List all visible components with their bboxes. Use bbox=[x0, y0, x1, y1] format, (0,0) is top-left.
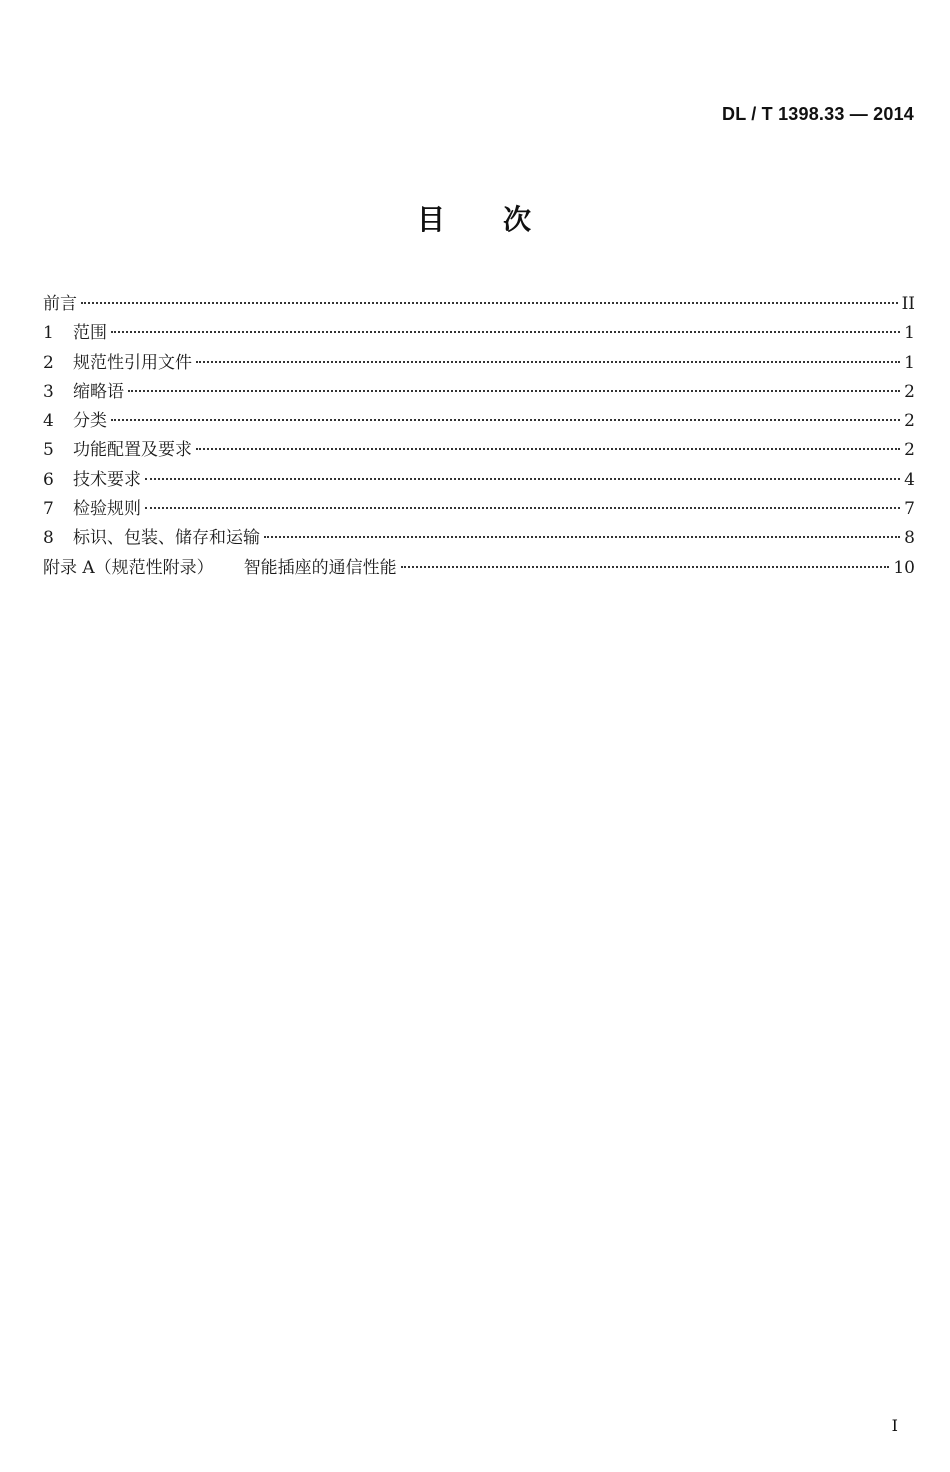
toc-leader-dots bbox=[196, 361, 900, 363]
toc-entry-page: 10 bbox=[893, 557, 915, 578]
toc-entry-number: 1 bbox=[43, 323, 54, 344]
toc-leader-dots bbox=[401, 566, 890, 568]
toc-entry-label: 范围 bbox=[73, 323, 107, 344]
toc-entry-page: 2 bbox=[904, 381, 915, 402]
toc-leader-dots bbox=[145, 507, 900, 509]
toc-entry-label: 功能配置及要求 bbox=[73, 440, 192, 461]
toc-entry-page: 2 bbox=[904, 440, 915, 461]
toc-leader-dots bbox=[128, 390, 900, 392]
toc-annex-label bbox=[43, 554, 397, 583]
toc-entry-number: 8 bbox=[43, 528, 54, 549]
toc-entry-label: 技术要求 bbox=[73, 469, 141, 490]
toc-entry-label: 规范性引用文件 bbox=[73, 352, 192, 373]
toc-entry-foreword[interactable] bbox=[43, 290, 915, 319]
toc-entry-label: 检验规则 bbox=[73, 499, 141, 520]
toc-entry-label: 缩略语 bbox=[73, 381, 124, 402]
toc-entry-8[interactable] bbox=[43, 524, 915, 553]
toc-entry-number: 7 bbox=[43, 499, 54, 520]
toc-entry-2[interactable] bbox=[43, 349, 915, 378]
toc-entry-6[interactable] bbox=[43, 466, 915, 495]
toc-entry-page: 7 bbox=[904, 499, 915, 520]
toc-leader-dots bbox=[264, 536, 900, 538]
toc-annex-title: 智能插座的通信性能 bbox=[243, 557, 397, 578]
toc-entry-page: 1 bbox=[904, 352, 915, 373]
toc-leader-dots bbox=[111, 419, 900, 421]
toc-entry-page: 2 bbox=[904, 411, 915, 432]
toc-entry-page: II bbox=[901, 294, 915, 314]
toc-entry-label: 标识、包装、储存和运输 bbox=[73, 528, 260, 549]
toc-entry-1[interactable] bbox=[43, 319, 915, 348]
toc-entry-4[interactable] bbox=[43, 407, 915, 436]
toc-entry-5[interactable] bbox=[43, 436, 915, 465]
page-title bbox=[0, 198, 950, 238]
toc-entry-label: 前言 bbox=[43, 294, 77, 314]
toc-entry-number: 6 bbox=[43, 469, 54, 490]
toc-entry-page: 8 bbox=[904, 528, 915, 549]
toc-leader-dots bbox=[196, 448, 900, 450]
table-of-contents bbox=[43, 290, 915, 583]
toc-entry-number: 4 bbox=[43, 411, 54, 432]
toc-leader-dots bbox=[111, 331, 900, 333]
toc-entry-annex-a[interactable] bbox=[43, 554, 915, 583]
page-number: I bbox=[891, 1416, 898, 1435]
toc-leader-dots bbox=[81, 302, 898, 304]
standard-code: DL / T 1398.33 — 2014 bbox=[722, 104, 914, 124]
toc-entry-number: 5 bbox=[43, 440, 54, 461]
toc-entry-number: 2 bbox=[43, 352, 54, 373]
toc-entry-3[interactable] bbox=[43, 378, 915, 407]
toc-entry-page: 1 bbox=[904, 323, 915, 344]
toc-annex-prefix: 附录 A（规范性附录） bbox=[43, 557, 214, 578]
toc-entry-7[interactable] bbox=[43, 495, 915, 524]
toc-entry-page: 4 bbox=[904, 469, 915, 490]
title-char-1: 目 bbox=[416, 203, 447, 236]
toc-entry-label: 分类 bbox=[73, 411, 107, 432]
toc-entry-number: 3 bbox=[43, 381, 54, 402]
toc-leader-dots bbox=[145, 478, 900, 480]
title-char-2: 次 bbox=[503, 203, 534, 236]
